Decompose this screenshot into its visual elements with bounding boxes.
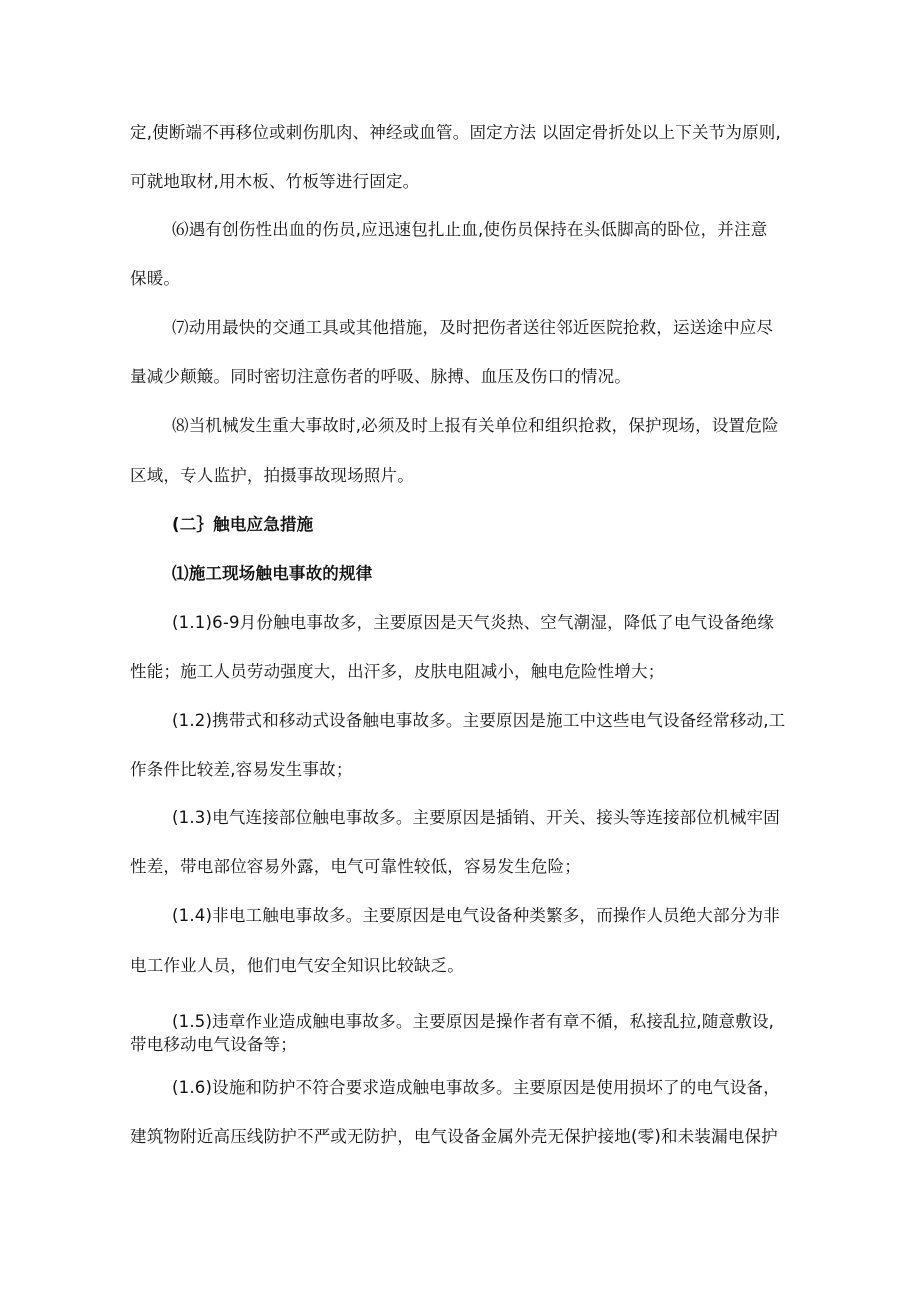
item-1-2-line: (1.2)携带式和移动式设备触电事故多。主要原因是施工中这些电气设备经常移动,工 (172, 711, 786, 730)
paragraph-8-line: 区域，专人监护，拍摄事故现场照片。 (130, 466, 414, 485)
item-1-1-line: 性能；施工人员劳动强度大，出汗多，皮肤电阻减小，触电危险性增大； (130, 662, 665, 681)
paragraph-6-line: ⑹遇有创伤性出血的伤员,应迅速包扎止血,使伤员保持在头低脚高的卧位，并注意 (172, 220, 768, 239)
item-1-5-line: 带电移动电气设备等； (130, 1035, 297, 1054)
subsection-heading: ⑴施工现场触电事故的规律 (172, 564, 373, 583)
item-1-6-line: 建筑物附近高压线防护不严或无防护，电气设备金属外壳无保护接地(零)和未装漏电保护 (130, 1127, 778, 1146)
paragraph-7-line: 量减少颠簸。同时密切注意伤者的呼吸、脉搏、血压及伤口的情况。 (130, 367, 631, 386)
item-1-3-line: (1.3)电气连接部位触电事故多。主要原因是插销、开关、接头等连接部位机械牢固 (172, 808, 780, 827)
paragraph-7-line: ⑺动用最快的交通工具或其他措施，及时把伤者送往邻近医院抢救，运送途中应尽 (172, 318, 774, 337)
text-line: 定,使断端不再移位或刺伤肌肉、神经或血管。固定方法 以固定骨折处以上下关节为原则, (130, 123, 781, 142)
text-line: 可就地取材,用木板、竹板等进行固定。 (130, 172, 420, 191)
item-1-4-line: (1.4)非电工触电事故多。主要原因是电气设备种类繁多，而操作人员绝大部分为非 (172, 906, 780, 925)
paragraph-8-line: ⑻当机械发生重大事故时,必须及时上报有关单位和组织抢救，保护现场，设置危险 (172, 416, 779, 435)
section-heading: (二｝触电应急措施 (172, 515, 314, 534)
item-1-3-line: 性差，带电部位容易外露，电气可靠性较低，容易发生危险； (130, 857, 581, 876)
item-1-6-line: (1.6)设施和防护不符合要求造成触电事故多。主要原因是使用损坏了的电气设备， (172, 1078, 780, 1097)
item-1-1-line: (1.1)6-9月份触电事故多，主要原因是天气炎热、空气潮湿，降低了电气设备绝缘 (172, 613, 775, 632)
item-1-5-line: (1.5)违章作业造成触电事故多。主要原因是操作者有章不循，私接乱拉,随意敷设, (172, 1012, 775, 1031)
item-1-2-line: 作条件比较差,容易发生事故； (130, 760, 353, 779)
item-1-4-line: 电工作业人员，他们电气安全知识比较缺乏。 (130, 956, 464, 975)
paragraph-6-line: 保暖。 (130, 269, 181, 288)
